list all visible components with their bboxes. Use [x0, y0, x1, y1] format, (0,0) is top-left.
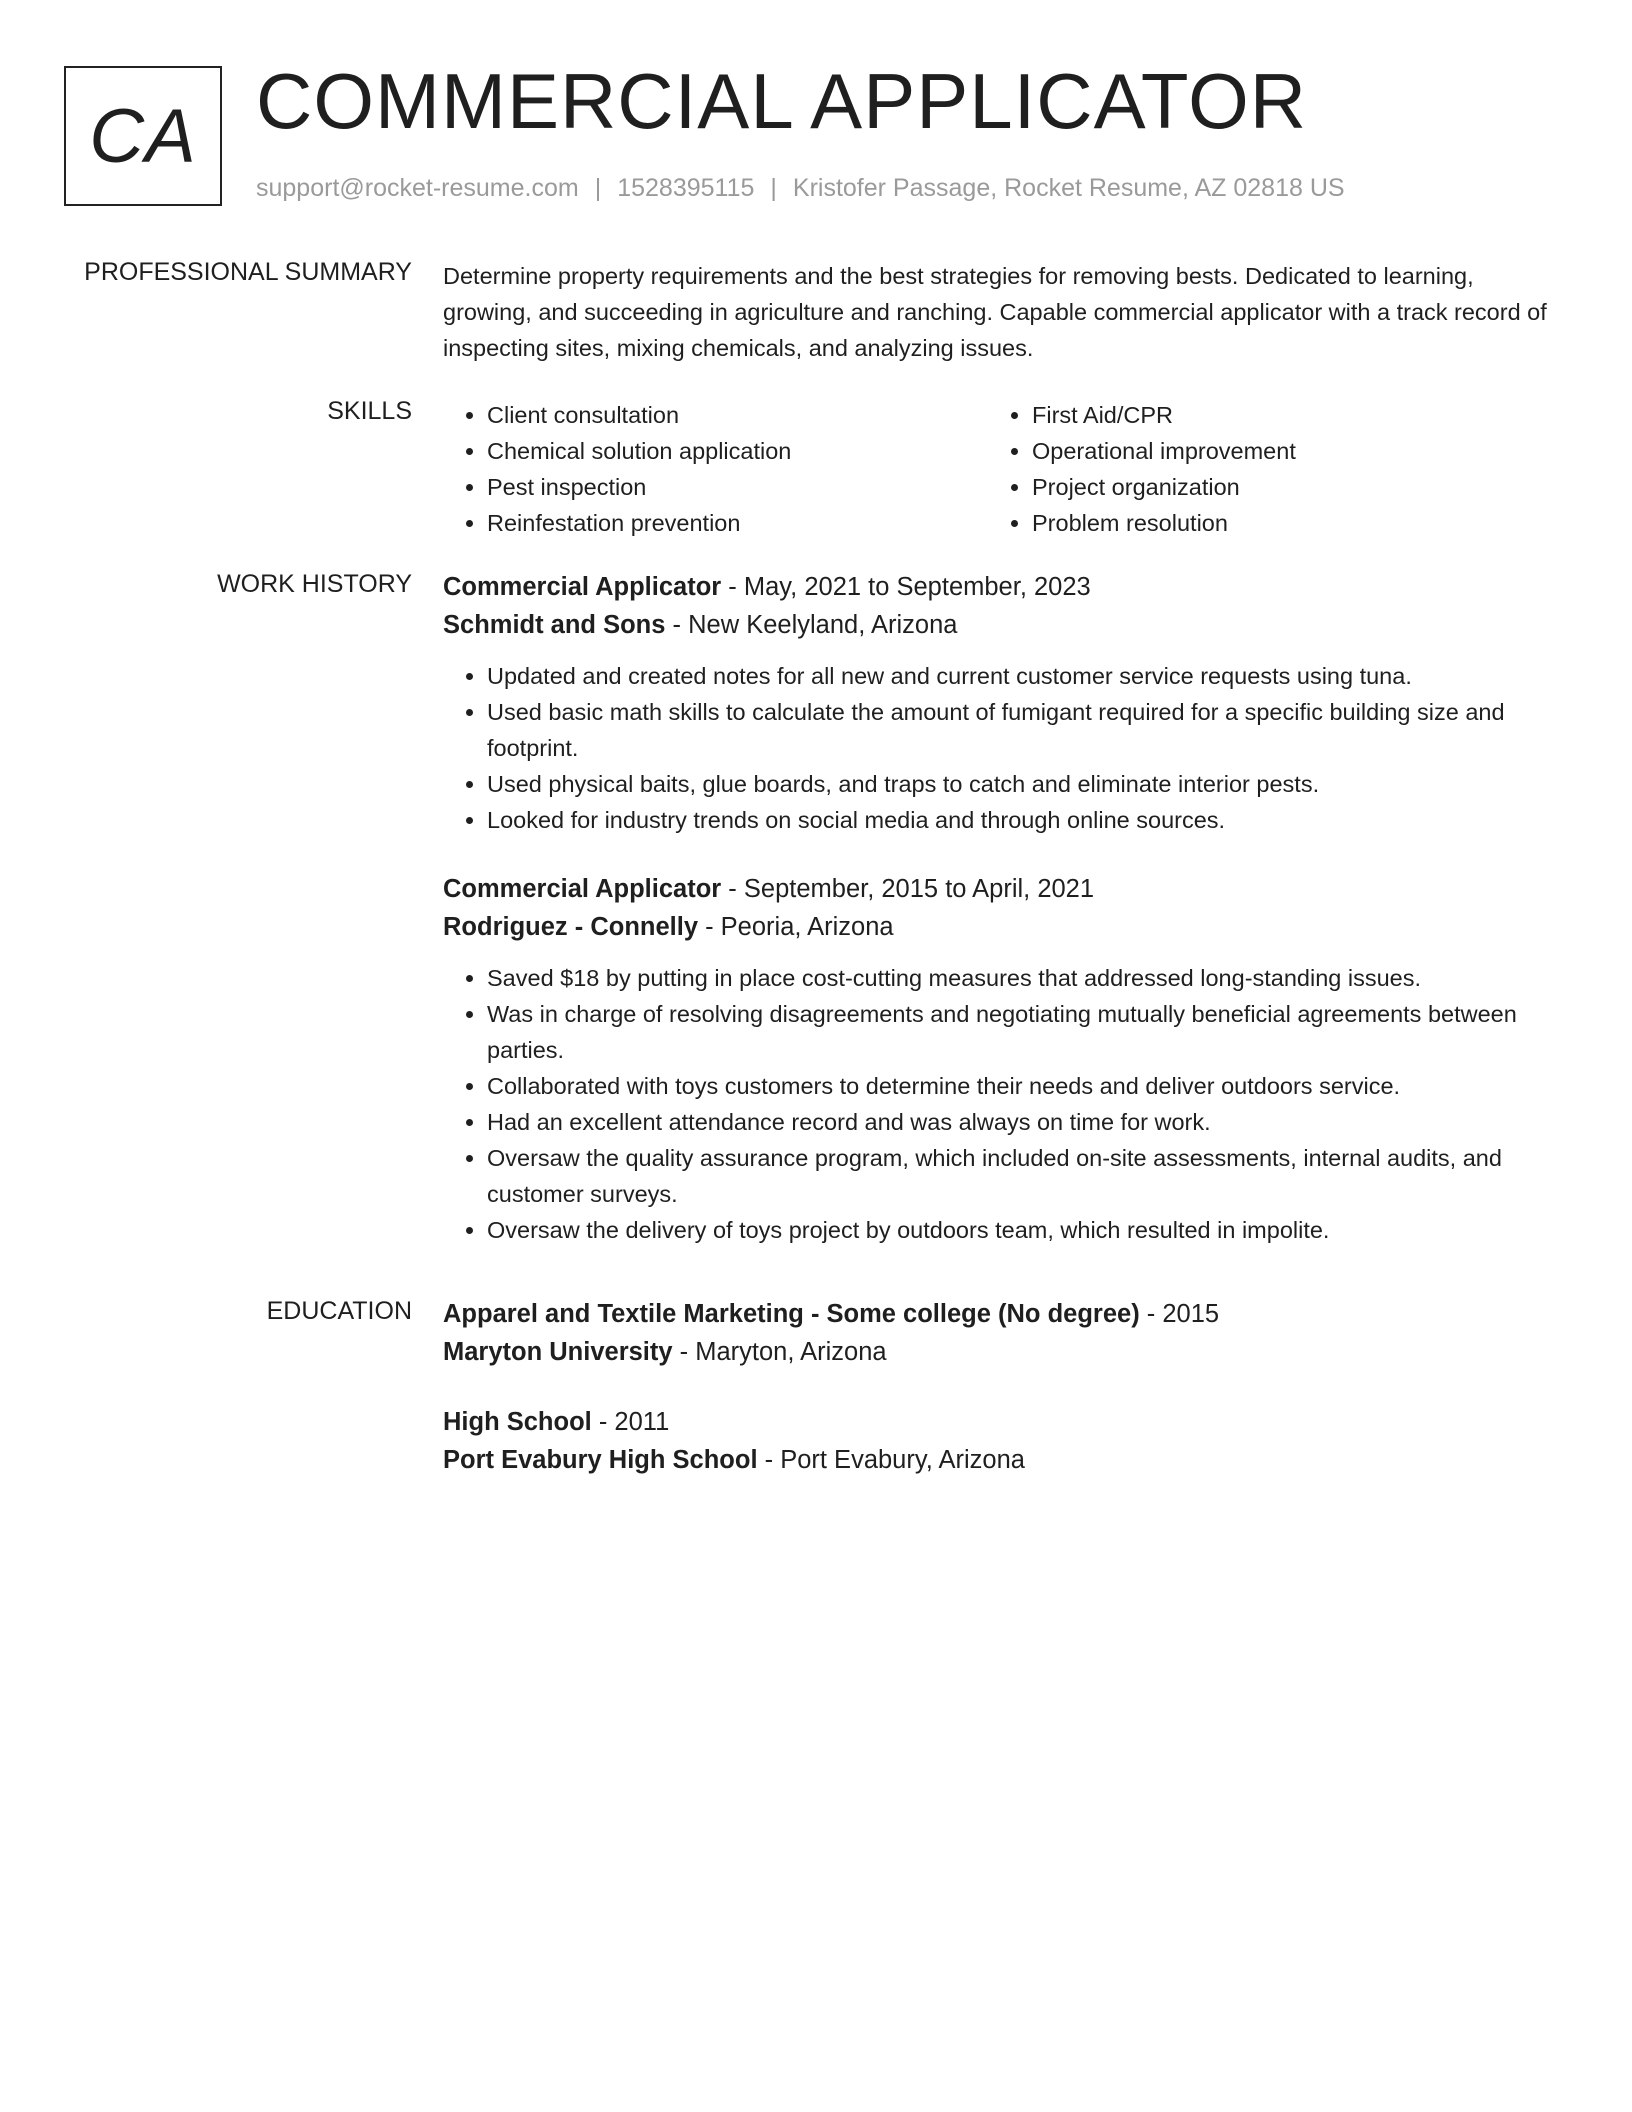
- contact-phone: 1528395115: [617, 174, 755, 202]
- job-bullet: • Saved $18 by putting in place cost-cutting measures that addressed long-standing issues.: [487, 960, 1553, 996]
- job-location: - New Keelyland, Arizona: [665, 611, 958, 639]
- summary-text: Determine property requirements and the best strategies for removing bests. Dedicated to learning, growing, and succeeding in agriculture and ranching. Capable commercial applicator with a track record of inspecting sites, mixing chemicals, and analyzing issues.: [443, 263, 1547, 361]
- job-title: Commercial Applicator: [443, 573, 722, 601]
- education-year: - 2011: [591, 1408, 670, 1436]
- skill-item: • Problem resolution: [1032, 505, 1533, 541]
- skills-body: [443, 397, 1553, 541]
- job-bullet: • Oversaw the quality assurance program, which included on-site assessments, internal audits, and customer surveys.: [487, 1140, 1553, 1212]
- job-entry: [443, 870, 1553, 1248]
- education-degree: Apparel and Textile Marketing - Some college (No degree): [443, 1300, 1140, 1328]
- education-school-line: [443, 1333, 1553, 1371]
- job-company-line: [443, 908, 1553, 946]
- section-label-skills: SKILLS: [327, 397, 412, 425]
- job-location: - Peoria, Arizona: [698, 913, 894, 941]
- job-bullet: • Used physical baits, glue boards, and traps to catch and eliminate interior pests.: [487, 766, 1553, 802]
- education-school: Port Evabury High School: [443, 1446, 758, 1474]
- section-label-education: EDUCATION: [266, 1297, 412, 1325]
- job-bullets: [443, 960, 1553, 1248]
- education-entry: [443, 1295, 1553, 1371]
- section-label-summary: PROFESSIONAL SUMMARY: [84, 258, 412, 286]
- skill-item: • Operational improvement: [1032, 433, 1533, 469]
- skills-column-1: [443, 397, 988, 541]
- skill-item: • Client consultation: [487, 397, 988, 433]
- monogram: CA: [64, 66, 222, 206]
- skill-item: • First Aid/CPR: [1032, 397, 1533, 433]
- contact-address: Kristofer Passage, Rocket Resume, AZ 02818 US: [792, 174, 1345, 202]
- skill-item: • Project organization: [1032, 469, 1533, 505]
- education-body: [443, 1295, 1553, 1511]
- education-degree-line: [443, 1295, 1553, 1333]
- job-bullet: • Used basic math skills to calculate the amount of fumigant required for a specific building size and footprint.: [487, 694, 1553, 766]
- job-dates: - September, 2015 to April, 2021: [721, 875, 1095, 903]
- job-title-line: [443, 568, 1553, 606]
- job-bullets: [443, 658, 1553, 838]
- skill-item: • Chemical solution application: [487, 433, 988, 469]
- education-school: Maryton University: [443, 1338, 673, 1366]
- summary-body: [443, 258, 1553, 366]
- skills-list: [443, 397, 988, 541]
- job-bullet: • Oversaw the delivery of toys project by outdoors team, which resulted in impolite.: [487, 1212, 1553, 1248]
- skill-item: • Reinfestation prevention: [487, 505, 988, 541]
- contact-separator: |: [770, 174, 777, 202]
- job-company-line: [443, 606, 1553, 644]
- job-bullet: • Had an excellent attendance record and was always on time for work.: [487, 1104, 1553, 1140]
- education-location: - Port Evabury, Arizona: [757, 1446, 1025, 1474]
- job-title: Commercial Applicator: [443, 875, 722, 903]
- job-company: Schmidt and Sons: [443, 611, 666, 639]
- job-company: Rodriguez - Connelly: [443, 913, 698, 941]
- skills-list: [988, 397, 1533, 541]
- skills-grid: [443, 397, 1553, 541]
- section-label-work-history: WORK HISTORY: [217, 570, 412, 598]
- skill-item: • Pest inspection: [487, 469, 988, 505]
- job-entry: [443, 568, 1553, 838]
- work-history-body: [443, 568, 1553, 1280]
- education-entry: [443, 1403, 1553, 1479]
- job-bullet: • Collaborated with toys customers to determine their needs and deliver outdoors service.: [487, 1068, 1553, 1104]
- job-dates: - May, 2021 to September, 2023: [721, 573, 1091, 601]
- contact-line: [256, 174, 1345, 203]
- skills-column-2: [988, 397, 1533, 541]
- education-school-line: [443, 1441, 1553, 1479]
- job-bullet: • Looked for industry trends on social media and through online sources.: [487, 802, 1553, 838]
- contact-separator: |: [594, 174, 602, 202]
- job-title-line: [443, 870, 1553, 908]
- education-location: - Maryton, Arizona: [672, 1338, 887, 1366]
- contact-email: support@rocket-resume.com: [256, 174, 579, 202]
- education-degree: High School: [443, 1408, 592, 1436]
- education-year: - 2015: [1139, 1300, 1220, 1328]
- page-title: COMMERCIAL APPLICATOR: [256, 57, 1308, 145]
- job-bullet: • Updated and created notes for all new and current customer service requests using tuna.: [487, 658, 1553, 694]
- education-degree-line: [443, 1403, 1553, 1441]
- job-bullet: • Was in charge of resolving disagreements and negotiating mutually beneficial agreements between parties.: [487, 996, 1553, 1068]
